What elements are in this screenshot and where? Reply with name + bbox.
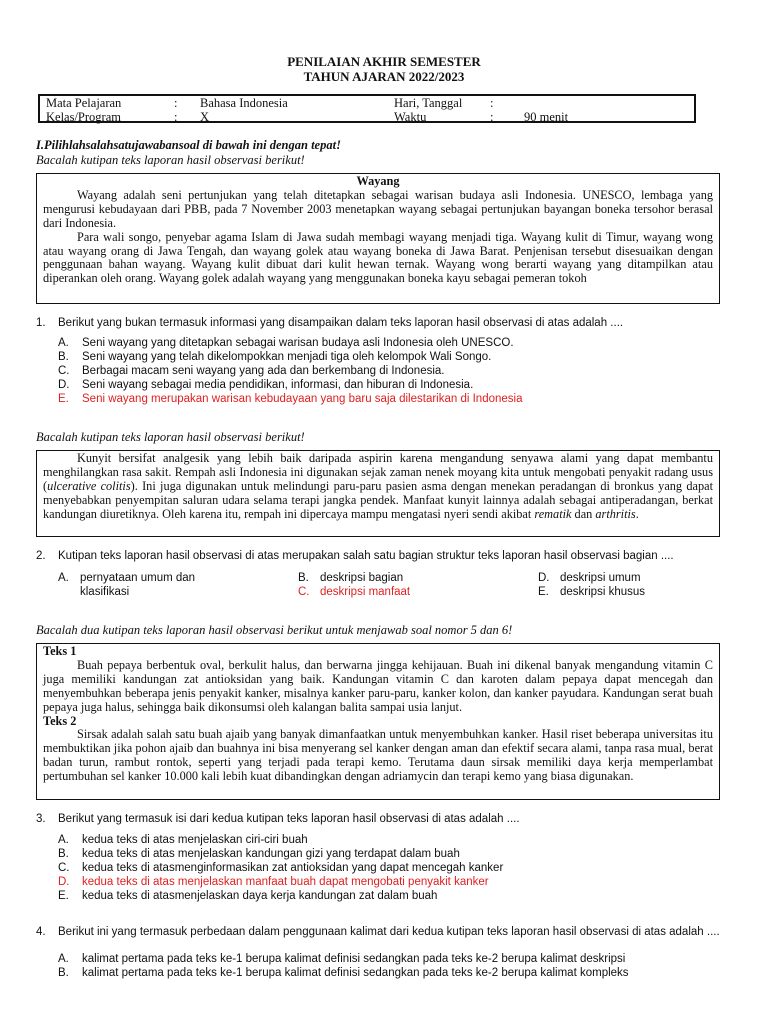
option-a[interactable]: A. pernyataan umum dan klasifikasi	[58, 572, 196, 598]
date-colon: :	[490, 96, 494, 110]
question-2	[36, 550, 726, 564]
option-letter: D.	[58, 378, 70, 391]
subject-value: Bahasa Indonesia	[200, 96, 288, 110]
question-text: Berikut yang termasuk isi dari kedua kutipan teks laporan hasil observasi di atas adalah ....	[58, 813, 520, 825]
option-e[interactable]: E. kedua teks di atasmenjelaskan daya kerja kandungan zat dalam buah	[58, 889, 438, 902]
passage-lead-1: Bacalah kutipan teks laporan hasil observasi berikut!	[36, 153, 305, 167]
option-d-answer[interactable]: D. kedua teks di atas menjelaskan manfaat buah dapat mengobati penyakit kanker	[58, 875, 489, 888]
option-b[interactable]: B. kedua teks di atas menjelaskan kandungan gizi yang terdapat dalam buah	[58, 847, 460, 860]
time-colon: :	[490, 110, 494, 124]
passage-kunyit	[36, 450, 720, 537]
time-value: 90 menit	[524, 110, 569, 124]
passage-paragraph: Sirsak adalah salah satu buah ajaib yang banyak dimanfaatkan untuk menyembuhkan kanker. Hasil riset beberapa universitas itu membuktikan jika pohon ajaib dan buahnya ini bisa menyerang sel kanker dengan aman dan efektif secara alami, tanpa rasa mual, berat badan turun, rambut rontok, seperti yang terjadi pada terapi kemo. Terutama daun sirsak memiliki daya kerja memperlambat pertumbuhan sel kanker 10.000 kali lebih kuat dibandingkan dengan adriamycin dan terapi kemo yang biasa digunakan.	[43, 727, 713, 784]
question-number: 1.	[36, 317, 46, 329]
option-a[interactable]: A. kalimat pertama pada teks ke-1 berupa kalimat definisi sedangkan pada teks ke-2 berupa kalimat deskripsi	[58, 953, 626, 965]
option-b[interactable]: B. kalimat pertama pada teks ke-1 berupa kalimat definisi sedangkan pada teks ke-2 berupa kalimat kompleks	[58, 966, 629, 979]
class-colon: :	[174, 110, 178, 124]
passage-wayang	[36, 173, 720, 304]
time-label: Waktu	[394, 110, 427, 124]
question-number: 4.	[36, 926, 46, 938]
option-c[interactable]: C. kedua teks di atasmenginformasikan zat antioksidan yang dapat mencegah kanker	[58, 861, 504, 874]
passage-paragraph: Kunyit bersifat analgesik yang lebih baik daripada aspirin karena mengandung senyawa alami yang dapat membantu menghilangkan rasa sakit. Rempah asli Indonesia ini digunakan sejak zaman nenek moyang kita untuk mengobati penyakit radang usus (ulcerative colitis). Ini juga digunakan untuk melindungi paru-paru pasien asma dengan menekan peradangan di bronkus yang dapat menyebabkan penyempitan saluran udara selama terapi jangka pendek. Manfaat kunyit lainnya adalah sebagai antiperadangan, berkat kandungan diuretiknya. Oleh karena itu, rempah ini dipercaya mampu mengatasi nyeri sendi akibat rematik dan arthritis.	[43, 451, 713, 521]
option-b[interactable]: B. deskripsi bagian	[298, 572, 404, 584]
option-d[interactable]	[58, 379, 522, 393]
class-label: Kelas/Program	[46, 110, 121, 124]
option-letter: A.	[58, 337, 69, 349]
option-c-answer[interactable]: C. deskripsi manfaat	[298, 586, 411, 598]
date-label: Hari, Tanggal	[394, 96, 463, 110]
question-number: 2.	[36, 550, 46, 562]
option-a[interactable]	[58, 337, 522, 351]
option-text: Seni wayang yang telah dikelompokkan menjadi tiga oleh kelompok Wali Songo.	[82, 350, 492, 363]
question-3-options	[58, 834, 503, 904]
option-letter: B.	[58, 350, 69, 363]
exam-year: TAHUN AJARAN 2022/2023	[303, 69, 465, 84]
teks1-label: Teks 1	[43, 644, 77, 658]
option-e[interactable]: E. deskripsi khusus	[538, 586, 646, 598]
passage-lead-2: Bacalah kutipan teks laporan hasil observasi berikut!	[36, 430, 305, 444]
subject-colon: :	[174, 96, 178, 110]
passage-buah	[36, 643, 720, 800]
subject-label: Mata Pelajaran	[46, 96, 122, 110]
section-instruction: I.Pilihlahsalahsatujawabansoal di bawah ini dengan tepat!	[36, 138, 341, 152]
passage-paragraph: Wayang adalah seni pertunjukan yang telah ditetapkan sebagai warisan budaya asli Indonesia. UNESCO, lembaga yang mengurusi kebudayaan dari PBB, pada 7 November 2003 menetapkan wayang sebagai pertunjukan bayangan boneka tersohor berasal dari Indonesia.	[43, 187, 713, 230]
passage-lead-3: Bacalah dua kutipan teks laporan hasil observasi berikut untuk menjawab soal nomor 5 dan 6!	[36, 623, 513, 637]
exam-info-table	[38, 94, 696, 123]
question-number: 3.	[36, 813, 46, 825]
option-text: Seni wayang yang ditetapkan sebagai warisan budaya asli Indonesia oleh UNESCO.	[82, 337, 514, 349]
option-d[interactable]: D. deskripsi umum	[538, 572, 641, 584]
passage-title: Wayang	[356, 174, 400, 188]
question-1	[36, 317, 726, 331]
option-text: Seni wayang sebagai media pendidikan, informasi, dan hiburan di Indonesia.	[82, 378, 474, 391]
teks2-label: Teks 2	[43, 713, 77, 728]
option-c[interactable]	[58, 365, 522, 379]
option-text: Seni wayang merupakan warisan kebudayaan yang baru saja dilestarikan di Indonesia	[82, 392, 523, 405]
question-1-options	[58, 337, 522, 407]
question-text: Berikut yang bukan termasuk informasi yang disampaikan dalam teks laporan hasil observasi di atas adalah ....	[58, 317, 624, 329]
exam-title: PENILAIAN AKHIR SEMESTER	[287, 54, 481, 69]
option-a[interactable]: A. kedua teks di atas menjelaskan ciri-ciri buah	[58, 834, 308, 846]
class-value: X	[200, 110, 210, 124]
option-letter: C.	[58, 364, 70, 377]
question-4	[36, 926, 726, 940]
option-text: Berbagai macam seni wayang yang ada dan berkembang di Indonesia.	[82, 364, 445, 377]
question-text: Kutipan teks laporan hasil observasi di atas merupakan salah satu bagian struktur teks laporan hasil observasi bagian ....	[58, 550, 674, 562]
question-4-options	[58, 953, 629, 981]
question-3	[36, 813, 726, 827]
option-e-answer[interactable]	[58, 393, 522, 407]
option-letter: E.	[58, 392, 69, 405]
question-text: Berikut ini yang termasuk perbedaan dalam penggunaan kalimat dari kedua kutipan teks laporan hasil observasi di atas adalah ....	[58, 926, 720, 938]
option-b[interactable]	[58, 351, 522, 365]
question-2-options	[58, 572, 718, 602]
passage-paragraph: Buah pepaya berbentuk oval, berkulit halus, dan berwarna jingga kehijauan. Buah ini dikenal banyak mengandung vitamin C juga memiliki kandungan zat antioksidan yang baik. Kandungan vitamin C dan karoten dalam pepaya dapat mencegah dan menyembuhkan beberapa jenis penyakit kanker, misalnya kanker paru-paru, kanker kolon, dan kanker payudara. Kandungan serat buah pepaya juga halus, sehingga baik dikonsumsi oleh kalangan balita sampai usia lanjut.	[43, 657, 713, 714]
passage-paragraph: Para wali songo, penyebar agama Islam di Jawa sudah membagi wayang menjadi tiga. Wayang kulit di Timur, wayang wong atau wayang orang di Jawa Tengah, dan wayang golek atau wayang boneka di Jawa Barat. Penjenisan tersebut disesuaikan dengan penggunaan bahan wayang. Wayang kulit dibuat dari kulit hewan ternak. Wayang wong berarti wayang yang ditampilkan atau diperankan oleh orang. Wayang golek adalah wayang yang menggunakan boneka kayu sebagai pemeran tokoh	[43, 229, 713, 286]
